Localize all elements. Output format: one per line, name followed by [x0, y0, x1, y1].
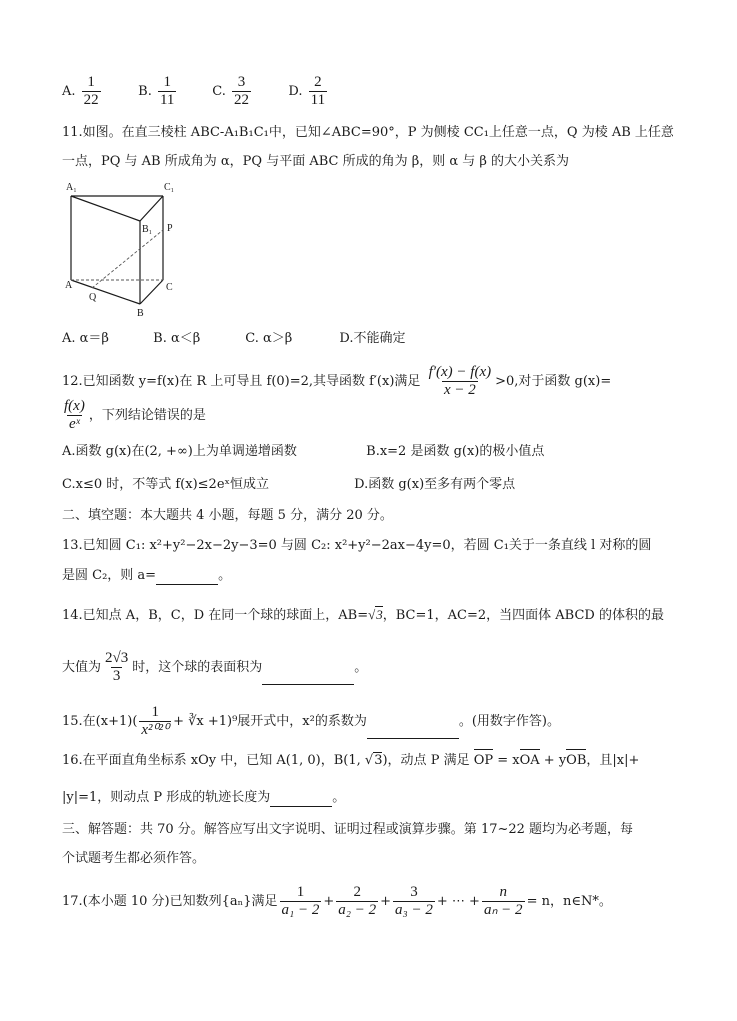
prism-figure [60, 178, 190, 320]
q14-frac-den: 3 [112, 668, 121, 684]
label-a1: A₁ [66, 182, 77, 193]
q10-option-d: D. $\frac{2}{11}$ [288, 74, 326, 108]
q12-g-den: eˣ [68, 416, 80, 432]
q10-option-c: C. $\frac{3}{22}$ [212, 74, 250, 108]
q14-sqrt3: 3 [376, 607, 383, 622]
q17-line: 17.(本小题 10 分)已知数列{aₙ}满足 $\frac{1}{\text{a₁ − 2}}$ + $\frac{2}{\text{a₂ − 2}}$ + $\frac{3}{\text{a₃ − 2}}$ + ⋯ + $\frac{n}{\text{aₙ − 2}}$ = n，n∈N*。 [62, 884, 612, 918]
q10-options [62, 74, 329, 109]
q14-line2: 大值为 $\frac{2√3}{3}$ 时，这个球的表面积为 。 [62, 650, 368, 684]
vector-oa: OA [519, 753, 540, 768]
q14-line1: 14.已知点 A，B，C，D 在同一个球的球面上，AB=√3，BC=1，AC=2，当四面体 ABCD 的体积的最 [62, 607, 664, 623]
q10-c-num: 3 [237, 74, 246, 90]
q11-option-a: A. α＝β [62, 331, 109, 346]
edge-a-b [71, 280, 140, 304]
q11-line2: 一点，PQ 与 AB 所成角为 α，PQ 与平面 ABC 所成的角为 β，则 α 与 β 的大小关系为 [62, 154, 570, 169]
q16-answer-blank[interactable] [270, 792, 332, 807]
q10-a-den: 22 [83, 92, 99, 108]
q12-option-b: B.x=2 是函数 g(x)的极小值点 [366, 444, 545, 459]
q17-t2-num: 2 [353, 884, 361, 900]
q12-g-num: f(x) [64, 398, 85, 414]
q13-answer-blank[interactable] [156, 570, 218, 585]
q17-t1-num: 1 [296, 884, 305, 900]
q13-line2: 是圆 C₂，则 a= 。 [62, 568, 232, 583]
label-q: Q [89, 292, 97, 303]
q17-tn-den: aₙ − 2 [483, 902, 523, 918]
q10-d-den: 11 [310, 92, 326, 108]
q15-frac-den: x²⁰²⁰ [141, 722, 170, 738]
section-3-heading-line2: 个试题考生都必须作答。 [62, 851, 206, 866]
q17-t3-num: 3 [410, 884, 418, 900]
q10-d-num: 2 [314, 74, 322, 90]
q10-b-num: 1 [163, 74, 171, 90]
q16-line2: |y|=1，则动点 P 形成的轨迹长度为 。 [62, 790, 346, 805]
label-a: A [65, 280, 73, 291]
q16-sqrt3: 3 [374, 753, 383, 768]
q12-line2: $\frac{f(x)}{\text{eˣ}}$ ，下列结论错误的是 [64, 398, 206, 432]
q14-frac-num: 2√3 [105, 650, 129, 666]
vector-ob: OB [566, 753, 587, 768]
q12-options-ab [62, 443, 544, 461]
q11-option-c: C. α＞β [245, 331, 293, 346]
q11-option-d: D.不能确定 [339, 331, 406, 346]
edge-b1-c1 [140, 196, 163, 221]
q16-line1: 16.在平面直角坐标系 xOy 中，已知 A(1, 0)，B(1, √3)，动点 P 满足 OP = xOA + yOB，且|x|+ [62, 753, 640, 768]
q15-line: 15.在(x+1)( $\frac{1}{\text{x²⁰²⁰}}$ + ∛x +1)⁹展开式中，x²的系数为 。(用数字作答)。 [62, 704, 560, 738]
q10-c-den: 22 [234, 92, 250, 108]
q17-tn-num: n [499, 884, 507, 900]
segment-pq [92, 230, 163, 288]
q12-cond-den: x − 2 [443, 382, 476, 398]
q17-t1-den: a₁ − 2 [281, 902, 320, 918]
q12-option-a: A.函数 g(x)在(2, +∞)上为单调递增函数 [62, 444, 297, 459]
q10-option-b: B. $\frac{1}{11}$ [138, 74, 175, 108]
section-2-heading: 二、填空题：本大题共 4 小题，每题 5 分，满分 20 分。 [62, 508, 393, 523]
q11-line1: 11.如图。在直三棱柱 ABC-A₁B₁C₁中，已知∠ABC=90°，P 为侧棱 CC₁上任意一点，Q 为棱 AB 上任意 [62, 125, 674, 140]
q14-answer-blank[interactable] [262, 670, 354, 685]
q13-line1: 13.已知圆 C₁: x²+y²−2x−2y−3=0 与圆 C₂: x²+y²−2ax−4y=0，若圆 C₁关于一条直线 l 对称的圆 [62, 538, 652, 553]
q12-option-c: C.x≤0 时，不等式 f(x)≤2eˣ恒成立 [62, 477, 270, 492]
q11-option-b: B. α＜β [153, 331, 201, 346]
vector-op: OP [473, 753, 494, 768]
edge-b-c [140, 280, 163, 304]
label-b1: B₁ [142, 224, 153, 235]
q15-frac-num: 1 [151, 704, 159, 720]
q12-option-d: D.函数 g(x)至多有两个零点 [354, 477, 516, 492]
q11-options [62, 330, 406, 348]
section-3-heading-line1: 三、解答题：共 70 分。解答应写出文字说明、证明过程或演算步骤。第 17~22 题均为必考题，每 [62, 822, 634, 837]
q10-b-den: 11 [159, 92, 175, 108]
q12-cond-num: f′(x) − f(x) [428, 364, 492, 380]
q10-option-a: A. $\frac{1}{22}$ [62, 74, 99, 108]
label-c1: C₁ [164, 182, 175, 193]
q17-t2-den: a₂ − 2 [338, 902, 377, 918]
label-p: P [167, 223, 173, 234]
q12-line1: 12.已知函数 y=f(x)在 R 上可导且 f(0)=2,其导函数 f′(x)满足 $\frac{f'(x) - f(x)}{x - 2}$ >0,对于函数 g(x)= [62, 364, 612, 398]
q10-a-num: 1 [87, 74, 95, 90]
q15-answer-blank[interactable] [367, 724, 459, 739]
label-c: C [166, 282, 173, 293]
label-b: B [137, 308, 144, 319]
q12-options-cd [62, 476, 515, 494]
q17-t3-den: a₃ − 2 [395, 902, 433, 918]
edge-a1-b1 [71, 196, 140, 221]
